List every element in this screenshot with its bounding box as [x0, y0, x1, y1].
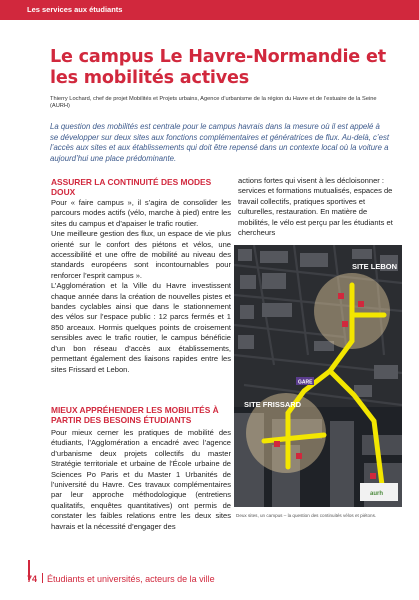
paragraph: Une meilleure gestion des flux, un espace de vie plus orienté sur le confort des piétons et vélos, une accessibilité et une offre de mobilité au niveau des standards européens sont incontournables pour renforcer l’esprit campus ».	[51, 229, 231, 280]
station-label: GARE	[298, 379, 313, 386]
campus-map-graphic	[234, 245, 402, 507]
map-credit-text: aurh	[370, 491, 384, 497]
map-caption: Deux sites, un campus – la question des continuités vélos et piétons.	[236, 513, 377, 518]
page-number: 74	[27, 574, 38, 584]
campus-map	[234, 245, 402, 507]
column-1-text-continued	[51, 428, 231, 532]
site-lebon-label: SITE LEBON	[352, 262, 398, 271]
footer-divider	[42, 573, 43, 583]
column-1-text	[51, 198, 231, 375]
paragraph: actions fortes qui visent à les décloisonner : services et formations mutualisés, espaces de travail collectifs, pratiques sportives et culturelles, restauration. En matière de mobilités, le vélo est perçu par les étudiants et chercheurs	[238, 176, 393, 238]
paragraph: Pour mieux cerner les pratiques de mobilité des étudiants, l’Agglomération a encadré avec l’agence d’urbanisme deux projets collectifs du master Stratégie territoriale et urbaine de l’École urbaine de Sciences Po Paris et du Master 1 Urbanités de l’université du Havre. Ces travaux complémentaires par leur approche méthodologique (entretiens qualitatifs, enquêtes quantitatives) ont permis de constater les faibles relations entre les deux sites havrais et la nécessité d’engager des	[51, 428, 231, 531]
section-heading-modes-doux: ASSURER LA CONTINUITÉ DES MODES DOUX	[51, 177, 212, 197]
page-footer	[27, 573, 215, 584]
article-author: Thierry Lochard, chef de projet Mobilités et Projets urbains, Agence d’urbanisme de la région du Havre et de l’estuaire de la Seine (AURH)	[50, 96, 377, 110]
section-heading-besoins-etudiants: MIEUX APPRÉHENDER LES MOBILITÉS À PARTIR DES BESOINS ÉTUDIANTS	[51, 405, 219, 425]
paragraph: L’Agglomération et la Ville du Havre investissent chaque année dans la création de nouvelles pistes et bandes cyclables ainsi que dans le stationnement des vélos sur l’espace public : 12 parcs fermés et 1 850 arceaux. Hormis quelques points de croisement sensibles avec le trafic routier, le campus bénéficie d’un bon réseau d’accès aux établissements, permettant également des liaisons rapides entre les sites Frissard et Lebon.	[51, 281, 231, 374]
section-header-label: Les services aux étudiants	[27, 5, 123, 14]
site-frissard-label: SITE FRISSARD	[244, 400, 302, 409]
section-header-bar	[0, 0, 419, 20]
paragraph: Pour « faire campus », il s’agira de consolider les parcours modes actifs (vélo, marche à pied) entre les sites du campus et d’apaiser le trafic routier.	[51, 198, 231, 228]
column-2-text	[238, 176, 400, 238]
article-intro: La question des mobilités est centrale pour le campus havrais dans la mesure où il est appelé à se développer sur deux sites aux fonctions complémentaires et génératrices de flux. Au-delà, c’est l’accès aux sites et aux établissements qui doit être repensé dans un contexte local où la voiture a aujourd’hui une place prédominante.	[50, 122, 390, 163]
footer-title: Étudiants et universités, acteurs de la ville	[47, 574, 215, 584]
article-title: Le campus Le Havre-Normandie et les mobilités actives	[50, 47, 386, 88]
